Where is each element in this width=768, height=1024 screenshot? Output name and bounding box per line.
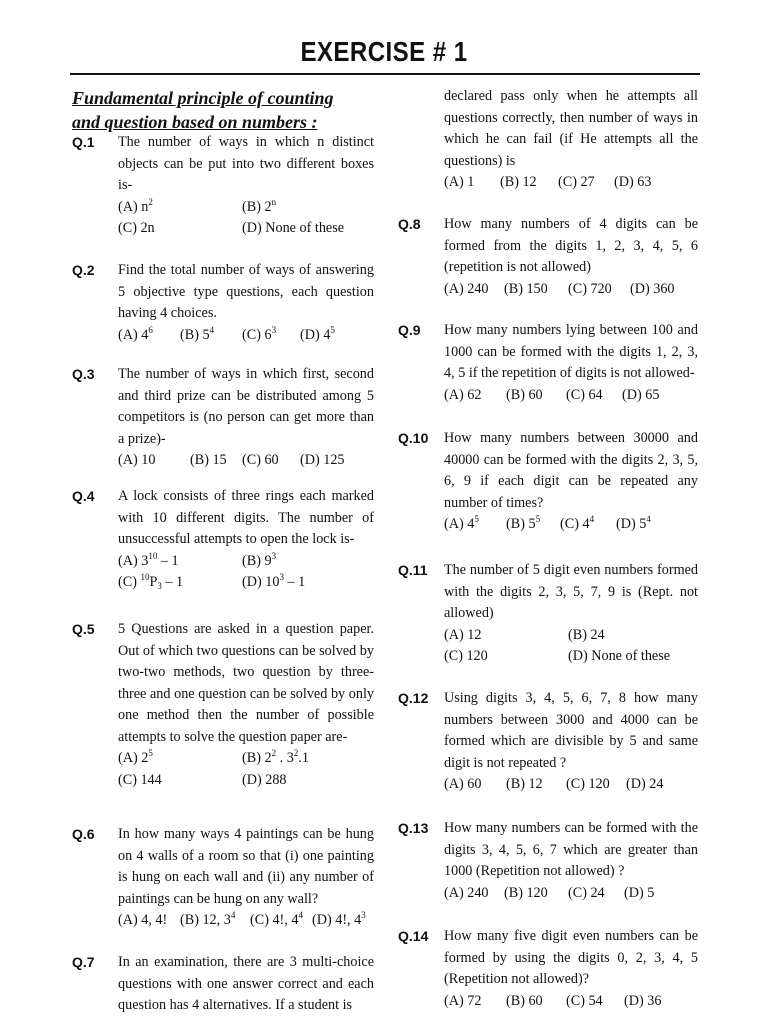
options bbox=[118, 450, 374, 472]
option-c: (C) 54 bbox=[566, 992, 603, 1009]
question-text: A lock consists of three rings each marked with 10 different digits. The number of unsuccessful attempts to open the lock is- bbox=[118, 488, 374, 547]
question-text: How many numbers lying between 100 and 1000 can be formed with the digits 1, 2, 3, 4, 5 if the repetition of digits is not allowed- bbox=[444, 322, 698, 381]
option-a: (A) 4, 4! bbox=[118, 912, 168, 928]
option-b: (B) 15 bbox=[190, 452, 227, 468]
option-a: (A) 60 bbox=[444, 776, 482, 792]
option-a: (A) $n^2$ bbox=[118, 196, 153, 215]
option-c: (C) $4^4$ bbox=[560, 514, 595, 532]
option-d: (D) 24 bbox=[626, 776, 664, 792]
page-title: EXERCISE # 1 bbox=[300, 36, 468, 67]
option-b: (B) 60 bbox=[506, 992, 543, 1009]
option-b: (B) $5^4$ bbox=[180, 324, 215, 343]
options bbox=[444, 514, 698, 536]
question-number: Q.3 bbox=[72, 366, 95, 382]
option-b: (B) 12 bbox=[506, 776, 543, 792]
option-b: (B) $9^3$ bbox=[242, 550, 277, 569]
option-c: (C) 120 bbox=[444, 648, 488, 664]
option-a: (A) 72 bbox=[444, 992, 482, 1009]
question-number: Q.1 bbox=[72, 134, 95, 150]
options bbox=[444, 279, 698, 301]
question-text: The number of 5 digit even numbers formed with the digits 2, 3, 5, 7, 9 is (Rept. not allowed) bbox=[444, 562, 698, 621]
option-b: (B) 120 bbox=[504, 884, 548, 901]
options bbox=[444, 991, 698, 1013]
question-text: In an examination, there are 3 multi-choice questions with one answer correct and each question has 4 alternatives. If a student is bbox=[118, 954, 374, 1013]
options bbox=[444, 883, 698, 905]
option-c: (C) $^{10}P_3 - 1$ bbox=[118, 572, 184, 591]
option-a: (A) 240 bbox=[444, 280, 489, 297]
option-c: (C) 720 bbox=[568, 280, 612, 297]
question-number: Q.11 bbox=[398, 562, 428, 578]
question-number: Q.14 bbox=[398, 928, 429, 944]
question-text: The number of ways in which first, second and third prize can be distributed among 5 competitors is (no person can get more than a prize)- bbox=[118, 366, 374, 447]
option-c: (C) 144 bbox=[118, 771, 162, 788]
option-a: (A) $4^5$ bbox=[444, 514, 479, 532]
question-number: Q.2 bbox=[72, 262, 95, 278]
question-number: Q.7 bbox=[72, 954, 95, 970]
option-b: (B) 12, $3^4$ bbox=[180, 910, 236, 928]
option-d: (D) 4!, $4^3$ bbox=[312, 910, 366, 928]
option-d: (D) 288 bbox=[242, 771, 287, 788]
option-a: (A) 240 bbox=[444, 884, 489, 901]
option-d: (D) $4^5$ bbox=[300, 324, 335, 343]
question-text: The number of ways in which n distinct objects can be put into two different boxes is- bbox=[118, 134, 374, 193]
left-column bbox=[72, 86, 374, 1013]
option-b: (B) 60 bbox=[506, 386, 543, 403]
option-d: (D) 125 bbox=[300, 452, 345, 468]
option-d: (D) None of these bbox=[242, 220, 345, 236]
option-b: (B) $5^5$ bbox=[506, 514, 541, 532]
question-text: Find the total number of ways of answering 5 objective type questions, each question having 4 choices. bbox=[118, 262, 374, 321]
option-b: (B) $2^2$ . $3^2.1$ bbox=[242, 748, 309, 766]
option-d: (D) $10^3 - 1$ bbox=[242, 572, 306, 590]
question-number: Q.4 bbox=[72, 488, 95, 504]
option-c: (C) 120 bbox=[566, 776, 610, 792]
question-number: Q.6 bbox=[72, 826, 95, 842]
section-heading-line2: and question based on numbers : bbox=[72, 112, 318, 132]
section-heading bbox=[72, 86, 374, 134]
option-d: (D) 5 bbox=[624, 884, 655, 901]
question-number: Q.10 bbox=[398, 430, 429, 446]
question-number: Q.9 bbox=[398, 322, 421, 338]
question-number: Q.12 bbox=[398, 690, 429, 706]
option-c: (C) 4!, $4^4$ bbox=[250, 910, 303, 928]
options bbox=[444, 774, 698, 796]
option-b: (B) 2$^n$ bbox=[242, 196, 277, 215]
options bbox=[444, 385, 698, 407]
option-c: (C) $6^3$ bbox=[242, 324, 277, 343]
question-text: declared pass only when he attempts all questions correctly, then number of ways in which he can fail (if He attempts all the questions) is bbox=[444, 88, 698, 169]
option-d: (D) 65 bbox=[622, 386, 660, 403]
section-heading-line1: Fundamental principle of counting bbox=[72, 88, 334, 108]
option-c: (C) 60 bbox=[242, 452, 279, 468]
option-a: (A) $2^5$ bbox=[118, 748, 153, 766]
options bbox=[118, 910, 374, 932]
question-number: Q.13 bbox=[398, 820, 429, 836]
title-rule bbox=[70, 73, 700, 75]
option-b: (B) 24 bbox=[568, 626, 605, 643]
option-b: (B) 150 bbox=[504, 280, 548, 297]
option-a: (A) 62 bbox=[444, 386, 482, 403]
question-number: Q.5 bbox=[72, 621, 95, 637]
options bbox=[118, 748, 374, 791]
option-c: (C) 64 bbox=[566, 386, 603, 403]
options bbox=[444, 172, 698, 194]
option-a: (A) 10 bbox=[118, 452, 156, 468]
option-a: (A) $3^{10} - 1$ bbox=[118, 550, 179, 569]
question-text: How many numbers of 4 digits can be formed from the digits 1, 2, 3, 4, 5, 6 (repetition is not allowed) bbox=[444, 216, 698, 275]
options bbox=[444, 625, 698, 668]
options bbox=[118, 325, 374, 347]
option-c: (C) 2n bbox=[118, 220, 155, 236]
option-d: (D) 360 bbox=[630, 280, 675, 297]
options bbox=[118, 197, 374, 240]
option-c: (C) 27 bbox=[558, 174, 595, 190]
question-number: Q.8 bbox=[398, 216, 421, 232]
question-text: In how many ways 4 paintings can be hung on 4 walls of a room so that (i) one painting is hung on each wall and (ii) any number of paintings can be hung on any wall? bbox=[118, 826, 374, 907]
option-a: (A) 12 bbox=[444, 626, 482, 643]
options bbox=[118, 551, 374, 594]
question-text: How many numbers between 30000 and 40000 can be formed with the digits 2, 3, 5, 6, 9 if each digit can be repeated any number of times? bbox=[444, 430, 698, 511]
option-d: (D) None of these bbox=[568, 648, 671, 664]
question-text: 5 Questions are asked in a question paper. Out of which two questions can be solved by two-two methods, two question by three-three and one question can be solved by only one method then the number of possible attempts to solve the question paper are- bbox=[118, 621, 374, 745]
option-b: (B) 12 bbox=[500, 174, 537, 190]
question-text: How many numbers can be formed with the digits 3, 4, 5, 6, 7 which are greater than 1000 (Repetition not allowed) ? bbox=[444, 820, 698, 879]
option-d: (D) 63 bbox=[614, 174, 652, 190]
option-d: (D) 36 bbox=[624, 992, 662, 1009]
question-text: How many five digit even numbers can be formed by using the digits 0, 2, 3, 4, 5 (Repetition not allowed)? bbox=[444, 928, 698, 987]
option-d: (D) $5^4$ bbox=[616, 514, 651, 532]
option-c: (C) 24 bbox=[568, 884, 605, 901]
option-a: (A) 1 bbox=[444, 174, 475, 190]
question-text: Using digits 3, 4, 5, 6, 7, 8 how many numbers between 3000 and 4000 can be formed which are divisible by 5 and same digit is not repeated ? bbox=[444, 690, 698, 771]
option-a: (A) $4^6$ bbox=[118, 324, 153, 343]
